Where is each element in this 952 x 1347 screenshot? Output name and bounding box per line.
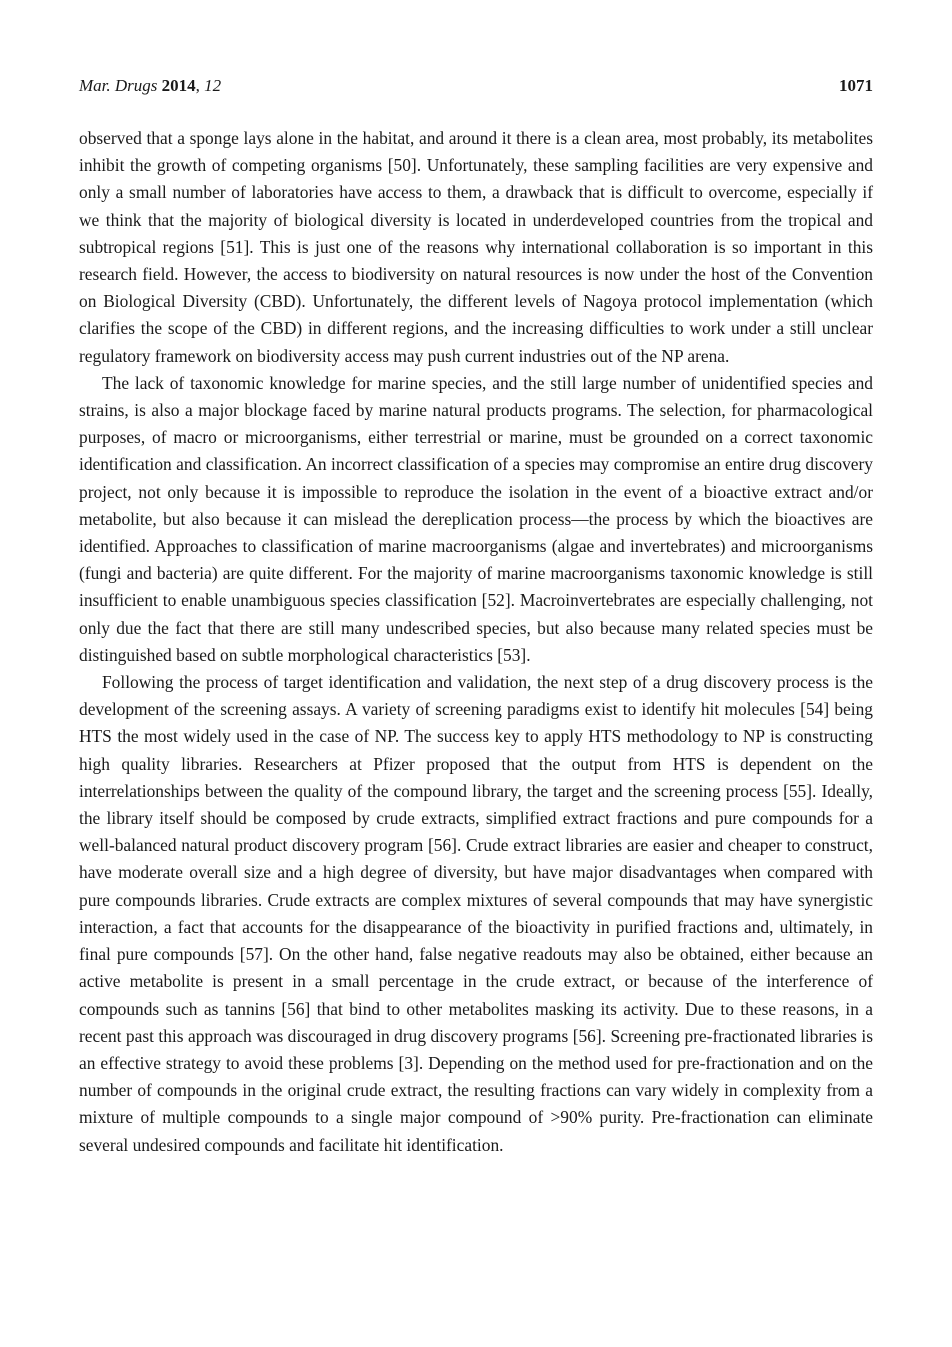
journal-name: Mar. Drugs (79, 76, 158, 95)
running-header (79, 74, 873, 98)
journal-year: 2014 (161, 76, 196, 95)
paragraph-taxonomy: The lack of taxonomic knowledge for marine species, and the still large number of unidentified species and strains, is also a major blockage faced by marine natural products programs. The selection, for pharmacological purposes, of macro or microorganisms, either terrestrial or marine, must be grounded on a correct taxonomic identification and classification. An incorrect classification of a species may compromise an entire drug discovery project, not only because it is impossible to reproduce the isolation in the event of a bioactive extract and/or metabolite, but also because it can mislead the dereplication process—the process by which the bioactives are identified. Approaches to classification of marine macroorganisms (algae and invertebrates) and microorganisms (fungi and bacteria) are quite different. For the majority of marine macroorganisms taxonomic knowledge is still insufficient to enable unambiguous species classification [52]. Macroinvertebrates are especially challenging, not only due the fact that there are still many undescribed species, but also because many related species must be distinguished based on subtle morphological characteristics [53]. (79, 372, 873, 665)
journal-citation: Mar. Drugs 2014, 12 (79, 76, 222, 95)
body-text (79, 125, 873, 1159)
page-number: 1071 (839, 76, 873, 95)
paragraph-screening: Following the process of target identification and validation, the next step of a drug discovery process is the development of the screening assays. A variety of screening paradigms exist to identify hit molecules [54] being HTS the most widely used in the case of NP. The success key to apply HTS methodology to NP is constructing high quality libraries. Researchers at Pfizer proposed that the output from HTS is dependent on the interrelationships between the quality of the compound library, the target and the screening process [55]. Ideally, the library itself should be composed by crude extracts, simplified extract fractions and pure compounds for a well-balanced natural product discovery program [56]. Crude extract libraries are easier and cheaper to construct, have moderate overall size and a high degree of diversity, but have major disadvantages when compared with pure compounds libraries. Crude extracts are complex mixtures of several compounds that may have synergistic interaction, a fact that accounts for the disappearance of the bioactivity in purified fractions and, ultimately, in final pure compounds [57]. On the other hand, false negative readouts may also be obtained, either because an active metabolite is present in a small percentage in the crude extract, or because of the interference of compounds such as tannins [56] that bind to other metabolites masking its activity. Due to these reasons, in a recent past this approach was discouraged in drug discovery programs [56]. Screening pre-fractionated libraries is an effective strategy to avoid these problems [3]. Depending on the method used for pre-fractionation and on the number of compounds in the original crude extract, the resulting fractions can vary widely in complexity from a mixture of multiple compounds to a single major compound of >90% purity. Pre-fractionation can eliminate several undesired compounds and facilitate hit identification. (79, 672, 873, 1155)
paragraph-continued: observed that a sponge lays alone in the habitat, and around it there is a clean area, most probably, its metabolites inhibit the growth of competing organisms [50]. Unfortunately, these sampling facilities are very expensive and only a small number of laboratories have access to them, a drawback that is difficult to overcome, especially if we think that the majority of biological diversity is located in underdeveloped countries from the tropical and subtropical regions [51]. This is just one of the reasons why international collaboration is so important in this research field. However, the access to biodiversity on natural resources is now under the host of the Convention on Biological Diversity (CBD). Unfortunately, the different levels of Nagoya protocol implementation (which clarifies the scope of the CBD) in different regions, and the increasing difficulties to work under a still unclear regulatory framework on biodiversity access may push current industries out of the NP arena. (79, 128, 873, 366)
journal-volume: 12 (204, 76, 222, 95)
